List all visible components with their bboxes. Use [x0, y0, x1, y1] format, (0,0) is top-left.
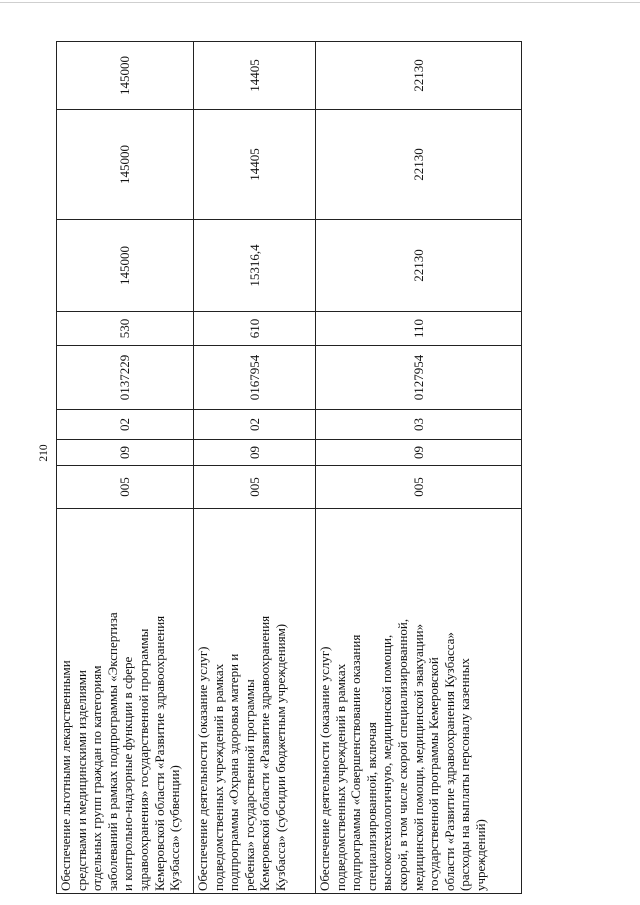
description-line: Кемеровской области «Развитие здравоохранения: [257, 615, 273, 891]
section-code: 09: [316, 440, 522, 466]
amount-cell: 14405: [194, 110, 316, 220]
table-row: [316, 42, 522, 894]
description-line: Обеспечение льготными лекарственными: [58, 660, 73, 891]
description-line: Кемеровской области «Развитие здравоохранения: [151, 615, 167, 891]
description-line: области «Развитие здравоохранения Кузбасса»: [441, 632, 457, 891]
description-line: подведомственных учреждений в рамках: [210, 663, 226, 891]
table-row: [194, 42, 316, 894]
target-item-code: 0127954: [316, 346, 522, 410]
amount-cell: 145000: [57, 42, 194, 110]
description-line: Кузбасса» (субсидии бюджетным учреждениям): [272, 623, 288, 891]
description-line: здравоохранения» государственной программы: [135, 628, 151, 891]
section-code: 09: [57, 440, 194, 466]
row-description: [316, 509, 522, 894]
scan-top-edge: [0, 2, 640, 3]
budget-table: [56, 41, 522, 894]
description-line: (расходы на выплаты персоналу казенных: [457, 658, 473, 891]
subsection-code: 02: [194, 410, 316, 440]
description-line: средствами и медицинскими изделиями: [73, 670, 89, 891]
description-line: заболеваний в рамках подпрограммы «Экспертиза: [104, 612, 120, 891]
expense-type-code: 110: [316, 312, 522, 346]
ministry-code: 005: [194, 466, 316, 509]
description-line: Кузбасса» (субвенции): [167, 765, 183, 891]
subsection-code: 03: [316, 410, 522, 440]
row-description: [194, 509, 316, 894]
ministry-code: 005: [57, 466, 194, 509]
amount-cell: 145000: [57, 110, 194, 220]
description-line: специализированной, включая: [363, 722, 379, 891]
subsection-code: 02: [57, 410, 194, 440]
table-row: [57, 42, 194, 894]
expense-type-code: 530: [57, 312, 194, 346]
rotated-page-content: [56, 42, 521, 894]
page-number: 210: [38, 444, 50, 462]
description-line: ребенка» государственной программы: [241, 679, 257, 891]
amount-cell: 22130: [316, 220, 522, 312]
target-item-code: 0137229: [57, 346, 194, 410]
description-line: Обеспечение деятельности (оказание услуг): [317, 646, 332, 891]
description-line: Обеспечение деятельности (оказание услуг): [195, 646, 210, 891]
ministry-code: 005: [316, 466, 522, 509]
amount-cell: 15316,4: [194, 220, 316, 312]
description-line: медицинской помощи, медицинской эвакуации»: [410, 623, 426, 891]
amount-cell: 14405: [194, 42, 316, 110]
amount-cell: 22130: [316, 110, 522, 220]
description-line: подпрограммы «Совершенствование оказания: [348, 634, 364, 891]
description-line: подпрограммы «Охрана здоровья матери и: [226, 653, 242, 891]
description-line: отдельных групп граждан по категориям: [89, 665, 105, 891]
description-line: и контрольно-надзорные функции в сфере: [120, 656, 136, 891]
amount-cell: 22130: [316, 42, 522, 110]
amount-cell: 145000: [57, 220, 194, 312]
description-line: скорой, в том числе скорой специализированной,: [394, 618, 410, 891]
target-item-code: 0167954: [194, 346, 316, 410]
description-line: учреждений): [472, 819, 488, 891]
description-line: высокотехнологичную, медицинской помощи,: [379, 634, 395, 891]
section-code: 09: [194, 440, 316, 466]
row-description: [57, 509, 194, 894]
description-line: подведомственных учреждений в рамках: [332, 663, 348, 891]
expense-type-code: 610: [194, 312, 316, 346]
description-line: государственной программы Кемеровской: [426, 657, 442, 891]
